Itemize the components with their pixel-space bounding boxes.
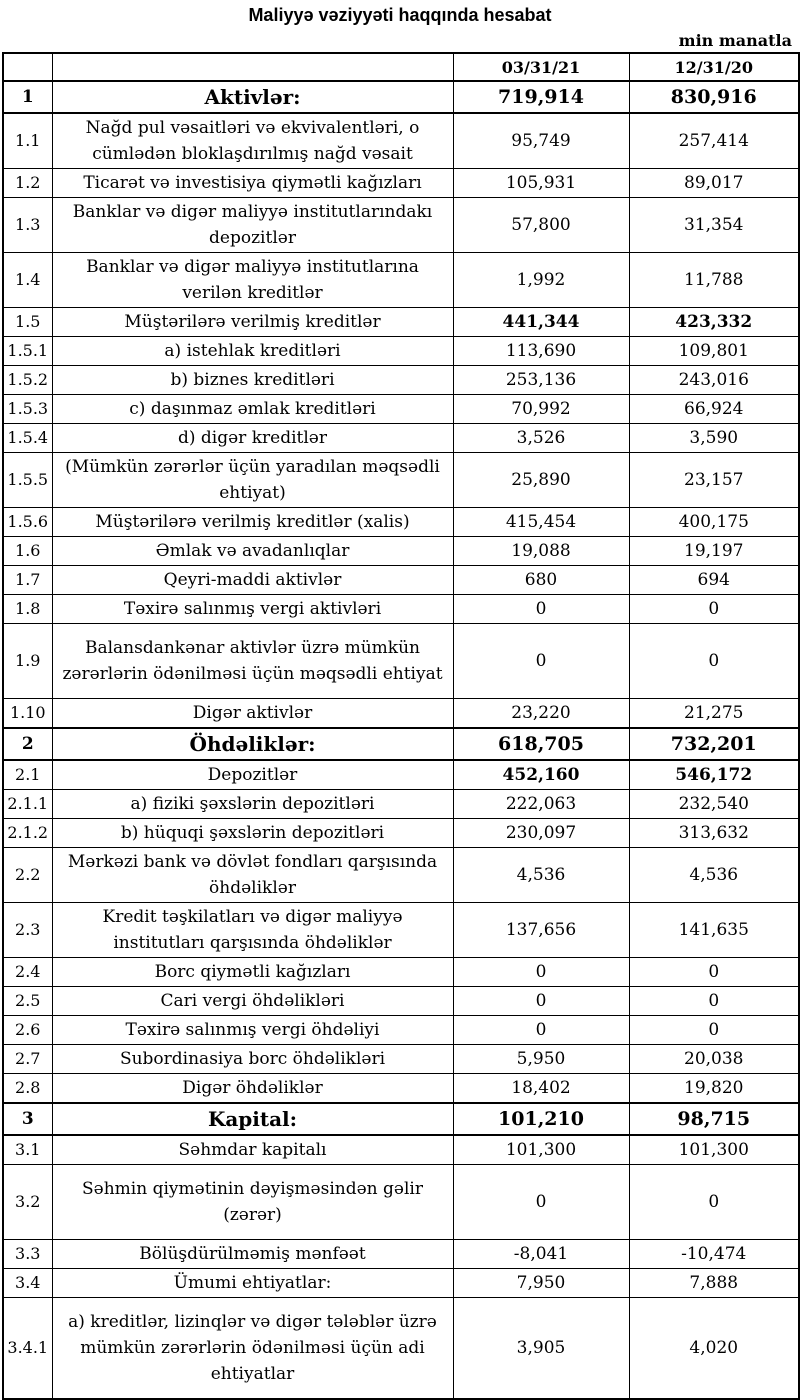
- table-row: [3, 1298, 799, 1400]
- value-cell-033121: 3,905: [453, 1298, 629, 1400]
- value-cell-123120: 66,924: [629, 395, 799, 424]
- value-cell-123120: 400,175: [629, 508, 799, 537]
- value-cell-033121: 137,656: [453, 903, 629, 958]
- row-label-cell: Səhmdar kapitalı: [52, 1135, 453, 1165]
- financial-table: [2, 52, 800, 1400]
- row-label-cell: Ümumi ehtiyatlar:: [52, 1269, 453, 1298]
- row-number-cell: 2.4: [3, 958, 52, 987]
- row-label-cell: c) daşınmaz əmlak kreditləri: [52, 395, 453, 424]
- table-row: [3, 169, 799, 198]
- row-number-cell: 2: [3, 728, 52, 760]
- value-cell-123120: 7,888: [629, 1269, 799, 1298]
- table-row: [3, 1240, 799, 1269]
- value-cell-033121: 230,097: [453, 819, 629, 848]
- row-label-cell: Banklar və digər maliyyə institutlarına verilən kreditlər: [52, 253, 453, 308]
- value-cell-033121: 23,220: [453, 699, 629, 729]
- value-cell-123120: 101,300: [629, 1135, 799, 1165]
- table-row: [3, 699, 799, 729]
- value-cell-123120: 89,017: [629, 169, 799, 198]
- table-row: [3, 1135, 799, 1165]
- value-cell-033121: -8,041: [453, 1240, 629, 1269]
- table-row: [3, 113, 799, 169]
- value-cell-033121: 618,705: [453, 728, 629, 760]
- value-cell-033121: 70,992: [453, 395, 629, 424]
- row-label-cell: Səhmin qiymətinin dəyişməsindən gəlir (zərər): [52, 1165, 453, 1240]
- table-row: [3, 453, 799, 508]
- table-row: [3, 395, 799, 424]
- value-cell-123120: 0: [629, 987, 799, 1016]
- row-number-cell: 2.1: [3, 760, 52, 790]
- row-number-cell: 1.9: [3, 624, 52, 699]
- value-cell-123120: 21,275: [629, 699, 799, 729]
- table-row: [3, 987, 799, 1016]
- value-cell-033121: 415,454: [453, 508, 629, 537]
- row-number-cell: 2.3: [3, 903, 52, 958]
- value-cell-123120: 830,916: [629, 81, 799, 113]
- table-row: [3, 308, 799, 337]
- row-label-cell: Depozitlər: [52, 760, 453, 790]
- table-row: [3, 1165, 799, 1240]
- row-number-cell: 2.5: [3, 987, 52, 1016]
- row-label-cell: Təxirə salınmış vergi öhdəliyi: [52, 1016, 453, 1045]
- row-number-cell: 1.8: [3, 595, 52, 624]
- value-cell-123120: 546,172: [629, 760, 799, 790]
- row-label-cell: (Mümkün zərərlər üçün yaradılan məqsədli ehtiyat): [52, 453, 453, 508]
- row-number-cell: 2.6: [3, 1016, 52, 1045]
- table-row: [3, 253, 799, 308]
- value-cell-123120: 141,635: [629, 903, 799, 958]
- row-number-cell: 1.3: [3, 198, 52, 253]
- value-cell-123120: 232,540: [629, 790, 799, 819]
- row-label-cell: Müştərilərə verilmiş kreditlər: [52, 308, 453, 337]
- row-number-cell: 2.8: [3, 1074, 52, 1104]
- row-label-cell: Kapital:: [52, 1103, 453, 1135]
- row-number-cell: 1: [3, 81, 52, 113]
- row-label-cell: d) digər kreditlər: [52, 424, 453, 453]
- row-number-cell: 1.4: [3, 253, 52, 308]
- value-cell-033121: 57,800: [453, 198, 629, 253]
- header-cell-date-2: 12/31/20: [629, 53, 799, 81]
- value-cell-123120: 109,801: [629, 337, 799, 366]
- table-row: [3, 424, 799, 453]
- row-label-cell: Borc qiymətli kağızları: [52, 958, 453, 987]
- row-label-cell: a) kreditlər, lizinqlər və digər tələblər üzrə mümkün zərərlərin ödənilməsi üçün adi ehtiyatlar: [52, 1298, 453, 1400]
- value-cell-033121: 1,992: [453, 253, 629, 308]
- value-cell-123120: 3,590: [629, 424, 799, 453]
- table-body: [3, 81, 799, 1399]
- row-label-cell: b) biznes kreditləri: [52, 366, 453, 395]
- table-row: [3, 366, 799, 395]
- value-cell-033121: 0: [453, 1165, 629, 1240]
- row-label-cell: Kredit təşkilatları və digər maliyyə institutları qarşısında öhdəliklər: [52, 903, 453, 958]
- row-number-cell: 2.7: [3, 1045, 52, 1074]
- value-cell-033121: 0: [453, 624, 629, 699]
- row-label-cell: Öhdəliklər:: [52, 728, 453, 760]
- value-cell-033121: 25,890: [453, 453, 629, 508]
- unit-note: min manatla: [678, 31, 792, 50]
- row-number-cell: 1.7: [3, 566, 52, 595]
- table-row: [3, 81, 799, 113]
- row-label-cell: Cari vergi öhdəlikləri: [52, 987, 453, 1016]
- value-cell-123120: 0: [629, 1016, 799, 1045]
- table-row: [3, 728, 799, 760]
- value-cell-033121: 0: [453, 1016, 629, 1045]
- table-row: [3, 1103, 799, 1135]
- row-number-cell: 2.1.2: [3, 819, 52, 848]
- table-row: [3, 790, 799, 819]
- table-row: [3, 958, 799, 987]
- row-number-cell: 1.2: [3, 169, 52, 198]
- value-cell-033121: 105,931: [453, 169, 629, 198]
- row-number-cell: 1.1: [3, 113, 52, 169]
- value-cell-123120: 0: [629, 1165, 799, 1240]
- value-cell-123120: 4,536: [629, 848, 799, 903]
- value-cell-123120: 243,016: [629, 366, 799, 395]
- value-cell-033121: 4,536: [453, 848, 629, 903]
- row-number-cell: 1.5: [3, 308, 52, 337]
- row-number-cell: 1.5.5: [3, 453, 52, 508]
- row-label-cell: Bölüşdürülməmiş mənfəət: [52, 1240, 453, 1269]
- table-row: [3, 1045, 799, 1074]
- table-row: [3, 819, 799, 848]
- row-label-cell: Nağd pul vəsaitləri və ekvivalentləri, o cümlədən bloklaşdırılmış nağd vəsait: [52, 113, 453, 169]
- row-number-cell: 1.5.2: [3, 366, 52, 395]
- value-cell-123120: 4,020: [629, 1298, 799, 1400]
- value-cell-123120: 732,201: [629, 728, 799, 760]
- value-cell-123120: 19,820: [629, 1074, 799, 1104]
- value-cell-123120: 31,354: [629, 198, 799, 253]
- value-cell-033121: 0: [453, 958, 629, 987]
- table-row: [3, 1016, 799, 1045]
- value-cell-123120: 694: [629, 566, 799, 595]
- row-number-cell: 2.1.1: [3, 790, 52, 819]
- value-cell-033121: 680: [453, 566, 629, 595]
- row-number-cell: 1.6: [3, 537, 52, 566]
- table-row: [3, 760, 799, 790]
- value-cell-123120: -10,474: [629, 1240, 799, 1269]
- table-row: [3, 595, 799, 624]
- value-cell-033121: 5,950: [453, 1045, 629, 1074]
- row-number-cell: 2.2: [3, 848, 52, 903]
- row-number-cell: 1.10: [3, 699, 52, 729]
- row-number-cell: 1.5.6: [3, 508, 52, 537]
- value-cell-033121: 95,749: [453, 113, 629, 169]
- value-cell-123120: 313,632: [629, 819, 799, 848]
- value-cell-033121: 222,063: [453, 790, 629, 819]
- row-label-cell: Balansdankənar aktivlər üzrə mümkün zərərlərin ödənilməsi üçün məqsədli ehtiyat: [52, 624, 453, 699]
- row-label-cell: Müştərilərə verilmiş kreditlər (xalis): [52, 508, 453, 537]
- value-cell-123120: 23,157: [629, 453, 799, 508]
- value-cell-033121: 0: [453, 987, 629, 1016]
- value-cell-033121: 19,088: [453, 537, 629, 566]
- row-number-cell: 1.5.3: [3, 395, 52, 424]
- value-cell-033121: 113,690: [453, 337, 629, 366]
- value-cell-033121: 719,914: [453, 81, 629, 113]
- row-number-cell: 3.1: [3, 1135, 52, 1165]
- row-label-cell: Əmlak və avadanlıqlar: [52, 537, 453, 566]
- value-cell-123120: 257,414: [629, 113, 799, 169]
- row-label-cell: b) hüquqi şəxslərin depozitləri: [52, 819, 453, 848]
- value-cell-123120: 0: [629, 595, 799, 624]
- value-cell-123120: 98,715: [629, 1103, 799, 1135]
- header-cell-date-1: 03/31/21: [453, 53, 629, 81]
- header-cell-description: [52, 53, 453, 81]
- row-label-cell: Digər aktivlər: [52, 699, 453, 729]
- value-cell-033121: 452,160: [453, 760, 629, 790]
- row-label-cell: a) fiziki şəxslərin depozitləri: [52, 790, 453, 819]
- value-cell-033121: 101,300: [453, 1135, 629, 1165]
- row-label-cell: Digər öhdəliklər: [52, 1074, 453, 1104]
- table-row: [3, 1074, 799, 1104]
- table-row: [3, 198, 799, 253]
- value-cell-033121: 101,210: [453, 1103, 629, 1135]
- table-row: [3, 337, 799, 366]
- table-row: [3, 537, 799, 566]
- value-cell-123120: 20,038: [629, 1045, 799, 1074]
- row-label-cell: Ticarət və investisiya qiymətli kağızları: [52, 169, 453, 198]
- row-label-cell: Təxirə salınmış vergi aktivləri: [52, 595, 453, 624]
- table-row: [3, 624, 799, 699]
- row-label-cell: Aktivlər:: [52, 81, 453, 113]
- row-number-cell: 3.4: [3, 1269, 52, 1298]
- table-row: [3, 848, 799, 903]
- value-cell-033121: 441,344: [453, 308, 629, 337]
- row-label-cell: Subordinasiya borc öhdəlikləri: [52, 1045, 453, 1074]
- row-number-cell: 1.5.4: [3, 424, 52, 453]
- row-label-cell: Qeyri-maddi aktivlər: [52, 566, 453, 595]
- value-cell-033121: 7,950: [453, 1269, 629, 1298]
- row-number-cell: 3.4.1: [3, 1298, 52, 1400]
- value-cell-123120: 19,197: [629, 537, 799, 566]
- value-cell-123120: 0: [629, 624, 799, 699]
- row-number-cell: 3: [3, 1103, 52, 1135]
- row-number-cell: 3.2: [3, 1165, 52, 1240]
- value-cell-123120: 11,788: [629, 253, 799, 308]
- table-row: [3, 903, 799, 958]
- row-number-cell: 3.3: [3, 1240, 52, 1269]
- value-cell-123120: 0: [629, 958, 799, 987]
- row-label-cell: Banklar və digər maliyyə institutlarındakı depozitlər: [52, 198, 453, 253]
- value-cell-033121: 3,526: [453, 424, 629, 453]
- row-label-cell: Mərkəzi bank və dövlət fondları qarşısında öhdəliklər: [52, 848, 453, 903]
- table-row: [3, 1269, 799, 1298]
- page-title: Maliyyə vəziyyəti haqqında hesabat: [248, 5, 552, 25]
- table-header-row: [3, 53, 799, 81]
- row-label-cell: a) istehlak kreditləri: [52, 337, 453, 366]
- table-row: [3, 508, 799, 537]
- row-number-cell: 1.5.1: [3, 337, 52, 366]
- header-cell-number: [3, 53, 52, 81]
- value-cell-033121: 0: [453, 595, 629, 624]
- value-cell-123120: 423,332: [629, 308, 799, 337]
- value-cell-033121: 253,136: [453, 366, 629, 395]
- value-cell-033121: 18,402: [453, 1074, 629, 1104]
- table-row: [3, 566, 799, 595]
